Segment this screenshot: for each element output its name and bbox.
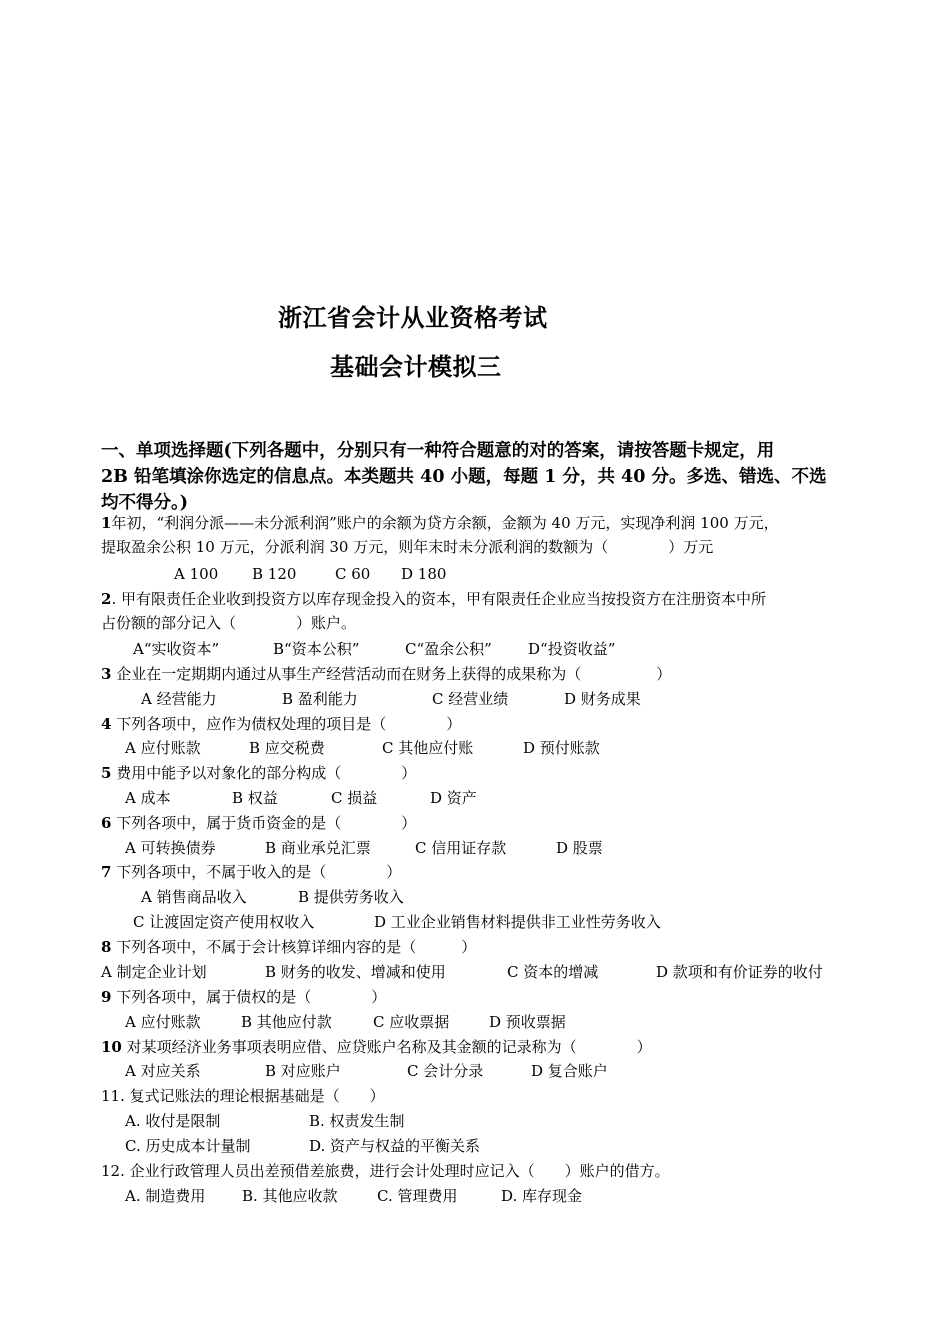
option: C“盈余公积” (405, 640, 492, 658)
option: A 可转换债券 (125, 839, 216, 857)
question-2: 2. 甲有限责任企业收到投资方以库存现金投入的资本，甲有限责任企业应当按投资方在注册资本中所 占份额的部分记入（ ）账户。 (101, 590, 766, 632)
question-5: 5 费用中能予以对象化的部分构成（ ） (101, 764, 417, 782)
option: C 60 (335, 565, 371, 583)
question-1: 1年初，“利润分派——未分派利润”账户的余额为贷方余额，金额为 40 万元，实现净利润 100 万元， 提取盈余公积 10 万元，分派利润 30 万元，则年末时未分派利润的数额为（ ）万元 (101, 514, 779, 556)
option: D 预收票据 (489, 1013, 566, 1031)
question-3: 3 企业在一定期期内通过从事生产经营活动而在财务上获得的成果称为（ ） (101, 665, 672, 683)
option: A 成本 (125, 789, 171, 807)
option: B. 权责发生制 (309, 1112, 405, 1130)
option: B 盈利能力 (282, 690, 358, 708)
option: A 应付账款 (125, 739, 201, 757)
option: A 对应关系 (125, 1062, 201, 1080)
document-title: 浙江省会计从业资格考试 (278, 304, 548, 332)
question-9: 9 下列各项中，属于债权的是（ ） (101, 988, 387, 1006)
option: C 其他应付账 (382, 739, 474, 757)
option: B 对应账户 (265, 1062, 341, 1080)
option: C 损益 (331, 789, 378, 807)
option: A 应付账款 (125, 1013, 201, 1031)
option: C 信用证存款 (415, 839, 507, 857)
question-12: 12. 企业行政管理人员出差预借差旅费，进行会计处理时应记入（ ）账户的借方。 (101, 1162, 670, 1180)
option: A 制定企业计划 (101, 963, 207, 981)
option: B 应交税费 (249, 739, 325, 757)
option: B. 其他应收款 (242, 1187, 338, 1205)
option: B 商业承兑汇票 (265, 839, 371, 857)
option: D 复合账户 (531, 1062, 608, 1080)
option: D. 库存现金 (501, 1187, 583, 1205)
option: A 经营能力 (141, 690, 217, 708)
document-subtitle: 基础会计模拟三 (330, 353, 502, 381)
question-6: 6 下列各项中，属于货币资金的是（ ） (101, 814, 417, 832)
option: C 让渡固定资产使用权收入 (133, 913, 315, 931)
option: C 应收票据 (373, 1013, 450, 1031)
option: D 股票 (556, 839, 603, 857)
option: D 资产 (430, 789, 477, 807)
option: D. 资产与权益的平衡关系 (309, 1137, 481, 1155)
option: A 销售商品收入 (141, 888, 247, 906)
option: B 提供劳务收入 (298, 888, 404, 906)
question-10: 10 对某项经济业务事项表明应借、应贷账户名称及其金额的记录称为（ ） (101, 1038, 652, 1056)
option: D 工业企业销售材料提供非工业性劳务收入 (374, 913, 661, 931)
option: A“实收资本” (133, 640, 220, 658)
option: C 会计分录 (407, 1062, 484, 1080)
question-4: 4 下列各项中，应作为债权处理的项目是（ ） (101, 715, 462, 733)
option: D 180 (401, 565, 447, 583)
option: D 款项和有价证券的收付 (656, 963, 823, 981)
option: D“投资收益” (528, 640, 616, 658)
question-7: 7 下列各项中，不属于收入的是（ ） (101, 863, 402, 881)
option: B“资本公积” (273, 640, 360, 658)
question-11: 11. 复式记账法的理论根据基础是（ ） (101, 1087, 385, 1105)
option: D 财务成果 (564, 690, 641, 708)
option: C 经营业绩 (432, 690, 509, 708)
option: B 权益 (232, 789, 278, 807)
option: A. 制造费用 (125, 1187, 206, 1205)
option: A. 收付是限制 (125, 1112, 221, 1130)
question-8: 8 下列各项中，不属于会计核算详细内容的是（ ） (101, 938, 477, 956)
option: A 100 (174, 565, 219, 583)
option: B 财务的收发、增减和使用 (265, 963, 446, 981)
option: B 120 (252, 565, 297, 583)
option: C. 历史成本计量制 (125, 1137, 251, 1155)
option: D 预付账款 (523, 739, 600, 757)
option: C. 管理费用 (377, 1187, 458, 1205)
option: B 其他应付款 (241, 1013, 332, 1031)
option: C 资本的增减 (507, 963, 599, 981)
section-heading: 一、单项选择题(下列各题中，分别只有一种符合题意的对的答案，请按答题卡规定，用 2B 铅笔填涂你选定的信息点。本类题共 40 小题，每题 1 分，共 40 分。多选、错选、不选 均不得分。) (101, 441, 827, 513)
